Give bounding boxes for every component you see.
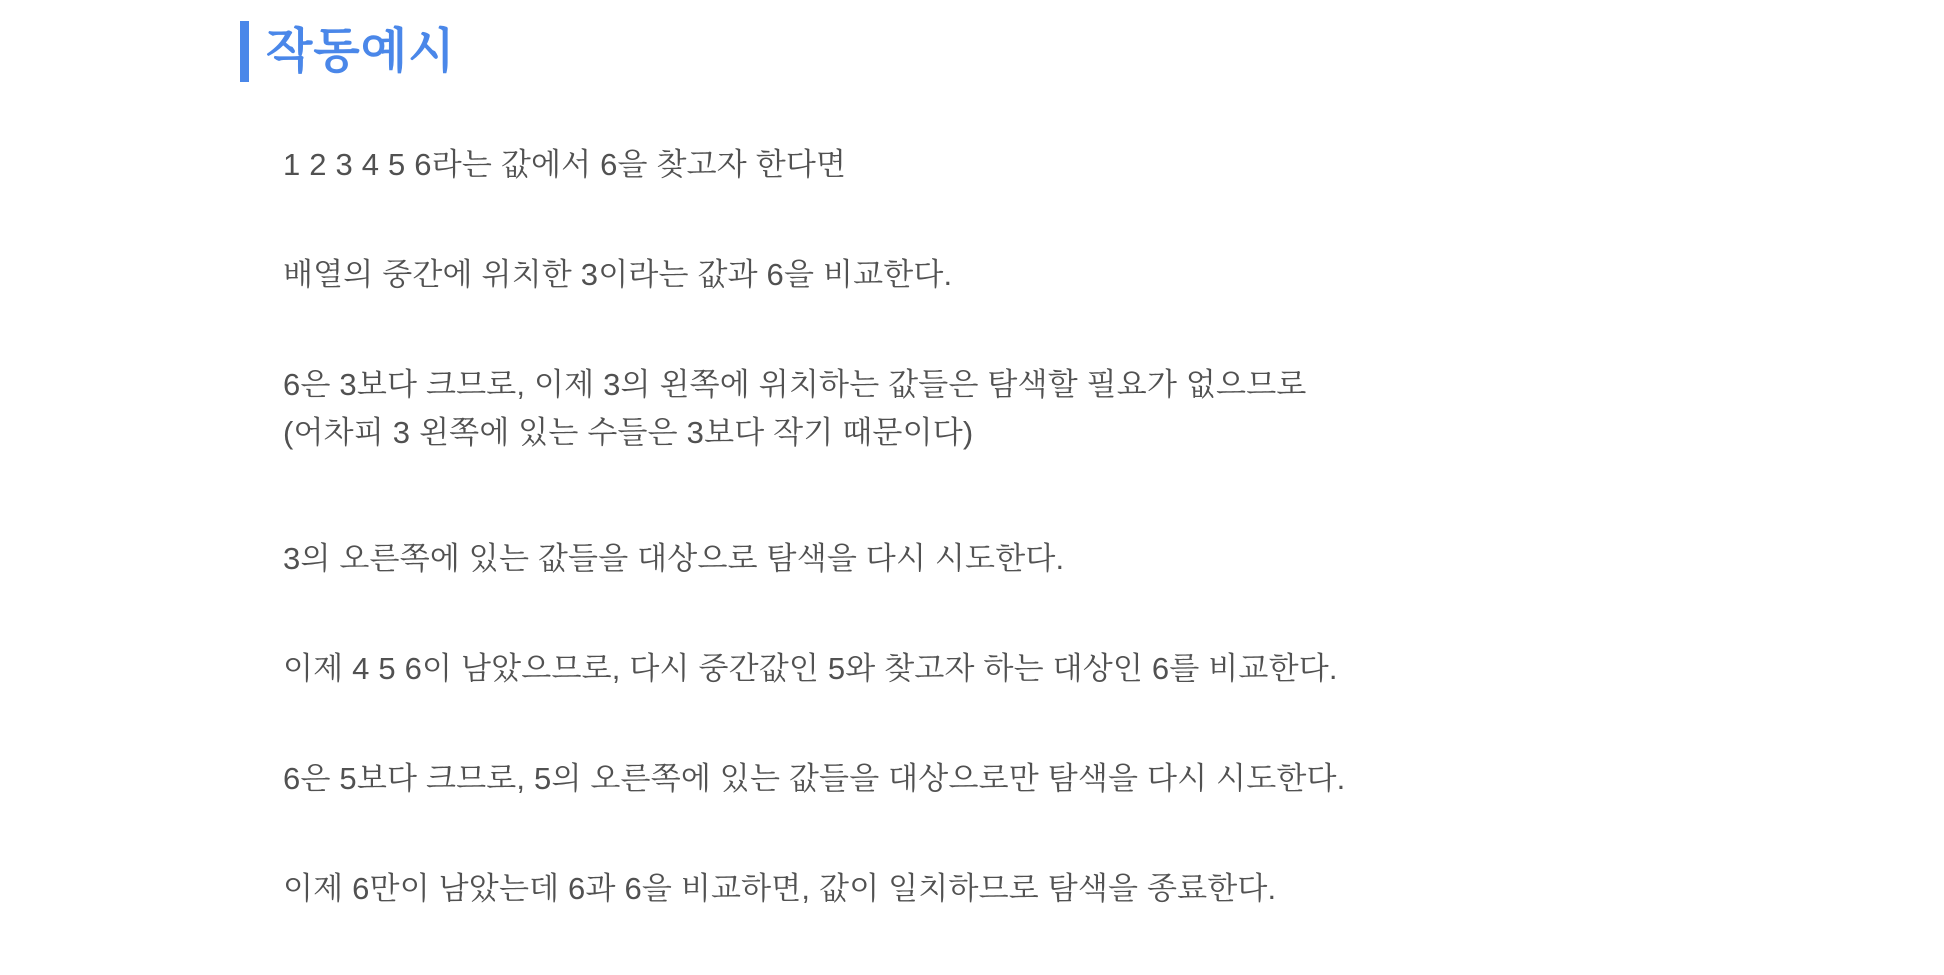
- paragraph: [283, 251, 1583, 299]
- paragraph-line: 6은 5보다 크므로, 5의 오른쪽에 있는 값들을 대상으로만 탐색을 다시 시도한다.: [283, 761, 1346, 796]
- heading-accent-bar: [240, 21, 249, 82]
- paragraph: [283, 361, 1583, 457]
- paragraph-list: [283, 141, 1583, 975]
- paragraph-line: 이제 6만이 남았는데 6과 6을 비교하면, 값이 일치하므로 탐색을 종료한다.: [283, 871, 1277, 906]
- paragraph: [283, 645, 1583, 693]
- paragraph-line: 배열의 중간에 위치한 3이라는 값과 6을 비교한다.: [283, 257, 953, 292]
- section-heading: 작동예시: [266, 25, 456, 78]
- paragraph: [283, 535, 1583, 583]
- paragraph-line: (어차피 3 왼쪽에 있는 수들은 3보다 작기 때문이다): [283, 415, 974, 450]
- section-heading-row: [240, 21, 455, 82]
- paragraph: [283, 865, 1583, 913]
- paragraph-line: 6은 3보다 크므로, 이제 3의 왼쪽에 위치하는 값들은 탐색할 필요가 없으므로: [283, 367, 1307, 402]
- paragraph: [283, 755, 1583, 803]
- paragraph-line: 이제 4 5 6이 남았으므로, 다시 중간값인 5와 찾고자 하는 대상인 6를 비교한다.: [283, 651, 1338, 686]
- paragraph-line: 1 2 3 4 5 6라는 값에서 6을 찾고자 한다면: [283, 147, 847, 182]
- paragraph: [283, 141, 1583, 189]
- paragraph-line: 3의 오른쪽에 있는 값들을 대상으로 탐색을 다시 시도한다.: [283, 541, 1065, 576]
